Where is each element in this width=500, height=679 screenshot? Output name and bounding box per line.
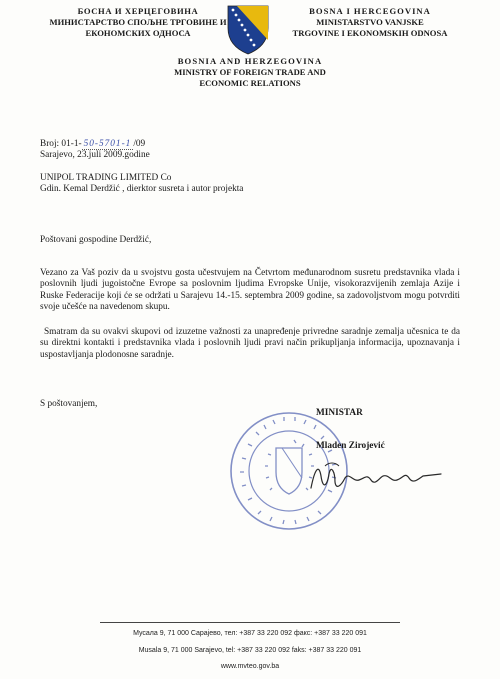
letterhead-latin-country: BOSNA I HERCEGOVINA	[309, 6, 431, 16]
letterhead-latin-ministry-2: TRGOVINE I EKONOMSKIH ODNOSA	[292, 28, 448, 38]
letterhead-cyrillic	[40, 6, 236, 39]
letterhead-english-ministry-2: ECONOMIC RELATIONS	[199, 78, 301, 88]
footer-address-cyrillic: Мусала 9, 71 000 Сарајево, тел: +387 33 220 092 факс: +387 33 220 091	[133, 630, 367, 637]
salutation: Poštovani gospodine Derdžić,	[40, 235, 152, 245]
body-paragraph-2: Smatram da su ovakvi skupovi od izuzetne važnosti za unapređenje privredne saradnje zemalja učesnica te da su direktni kontakti i predstavnika vlada i poslovnih ljudi pravi način prikupljanja informacija, upoznavanja i uspostavljanja plodonosne saradnje.	[40, 327, 460, 360]
footer-address-latin: Musala 9, 71 000 Sarajevo, tel: +387 33 220 092 faks: +387 33 220 091	[138, 647, 362, 654]
handwritten-signature-icon	[305, 458, 445, 498]
letterhead-cyrillic-ministry: МИНИСТАРСТВО СПОЉНЕ ТРГОВИНЕ И	[49, 17, 227, 27]
coat-of-arms-icon	[225, 4, 271, 56]
letterhead-english	[150, 56, 350, 89]
letterhead-cyrillic-ministry-2: ЕКОНОМСКИХ ОДНОСА	[85, 28, 191, 38]
signatory-name: Mladen Zirojević	[316, 441, 385, 451]
footer-divider	[100, 622, 400, 623]
letterhead-latin-ministry: MINISTARSTVO VANJSKE	[316, 17, 424, 27]
reference-block	[40, 139, 150, 162]
recipient-company: UNIPOL TRADING LIMITED Co	[40, 173, 172, 183]
recipient-person: Gdin. Kemal Derdžić , dierktor susreta i autor projekta	[40, 184, 244, 195]
letterhead-cyrillic-country: БОСНА И ХЕРЦЕГОВИНА	[77, 6, 199, 16]
place-date: Sarajevo, 23.juli 2009.godine	[40, 150, 150, 161]
handwritten-number: 50-5701-1	[83, 139, 132, 149]
letterhead-english-country: BOSNIA AND HERZEGOVINA	[177, 56, 323, 66]
signatory-title: MINISTAR	[316, 408, 363, 418]
body-paragraph-1: Vezano za Vaš poziv da u svojstvu gosta učestvujem na Četvrtom međunarodnom susretu predstavnika vlada i poslovnih ljudi jugoistočne Evrope sa poslovnim ljudima Evropske Unije, visokorazvijenih zemlaja Azije i Ruske Federacije koji će se održati u Sarajevu 14.-15. septembra 2009 godine, sa zadovoljstvom mogu potvrditi svoje učešće na navedenom skupu.	[40, 268, 460, 313]
reference-number: Broj: 01-1- 50-5701-1 /09	[40, 139, 146, 149]
footer-website-link[interactable]: www.mvteo.gov.ba	[220, 663, 280, 670]
closing: S poštovanjem,	[40, 399, 98, 409]
recipient-block	[40, 173, 243, 196]
letterhead-latin	[282, 6, 458, 39]
letterhead-english-ministry: MINISTRY OF FOREIGN TRADE AND	[174, 67, 326, 77]
